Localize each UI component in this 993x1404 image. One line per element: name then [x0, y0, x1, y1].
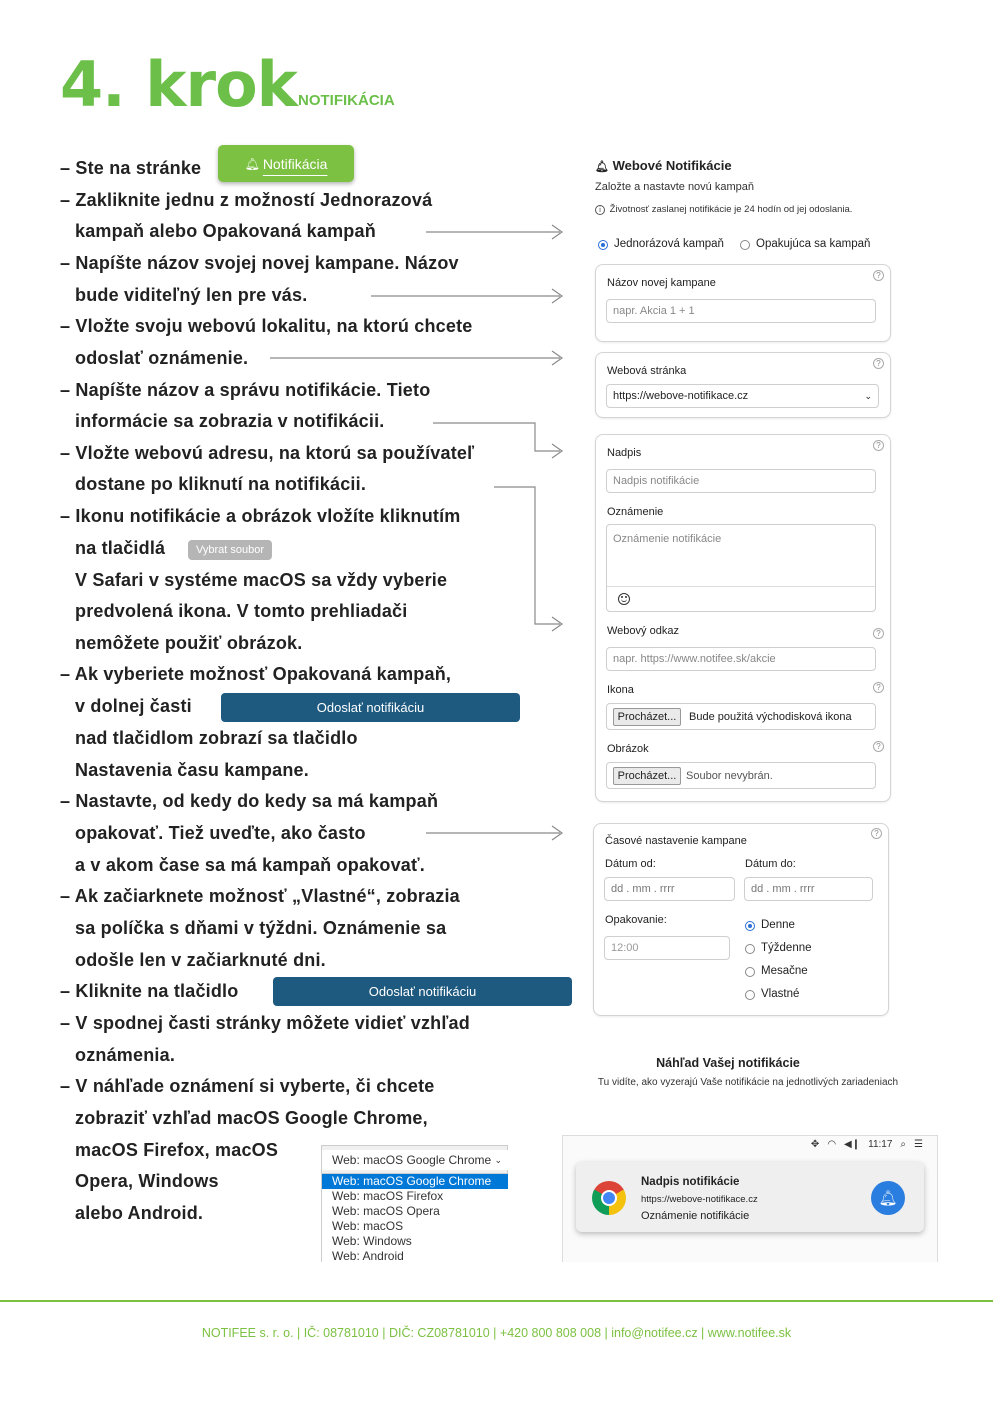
date-to-input[interactable]: dd . mm . rrrr [744, 877, 873, 901]
help-icon[interactable]: ? [871, 828, 882, 839]
instruction-line: – Napíšte názov svojej novej kampane. Názov [60, 253, 459, 273]
date-to-label: Dátum do: [745, 858, 796, 870]
campaign-name-input[interactable]: napr. Akcia 1 + 1 [606, 299, 876, 323]
repeat-option-radio[interactable] [745, 990, 755, 1000]
image-browse-button[interactable]: Procházet... [613, 767, 681, 785]
search-icon: ⌕ [900, 1138, 907, 1150]
icon-file-input [606, 703, 876, 730]
instruction-line: oznámenia. [75, 1045, 176, 1065]
bell-icon: 🔔︎ [244, 156, 260, 171]
image-label: Obrázok [607, 743, 649, 755]
repeat-option-radio[interactable] [745, 944, 755, 954]
arrow-line [426, 826, 562, 840]
instruction-line: – Zakliknite jednu z možností Jednorazová [60, 190, 433, 210]
info-icon: i [595, 205, 605, 215]
dropdown-option[interactable]: Web: macOS Firefox [332, 1189, 444, 1203]
page-title: 4. krok [60, 48, 297, 121]
message-textarea[interactable] [606, 524, 876, 612]
radio-single-campaign[interactable] [598, 240, 608, 250]
radio-repeat-campaign[interactable] [740, 240, 750, 250]
vybrat-soubor-button[interactable]: Vybrat soubor [188, 540, 272, 560]
title-label: Nadpis [607, 447, 642, 459]
instruction-line: odošle len v začiarknuté dni. [75, 950, 326, 970]
form-title-row [595, 158, 732, 173]
dropdown-option[interactable]: Web: Windows [332, 1234, 412, 1248]
volume-icon: ◀❙ [844, 1138, 861, 1150]
radio-repeat-label: Opakujúca sa kampaň [756, 238, 871, 250]
form-subtitle: Založte a nastavte novú kampaň [595, 181, 754, 193]
instruction-line: V Safari v systéme macOS sa vždy vyberie [75, 570, 448, 590]
dropdown-option[interactable]: Web: Android [332, 1249, 404, 1263]
footer-divider [0, 1300, 993, 1302]
info-text: Životnosť zaslanej notifikácie je 24 hodín od jej odoslania. [609, 204, 853, 215]
wifi-icon: ◠ [827, 1138, 837, 1150]
website-select[interactable] [606, 384, 879, 408]
chevron-down-icon: ⌄ [864, 390, 872, 401]
image-file-status: Soubor nevybrán. [686, 769, 773, 782]
message-placeholder: Oznámenie notifikácie [613, 533, 722, 545]
clock-text: 11:17 [868, 1138, 893, 1150]
notification-preview[interactable] [576, 1162, 924, 1232]
link-label: Webový odkaz [607, 625, 679, 637]
instruction-line: – Ste na stránke [60, 158, 202, 178]
chrome-icon [592, 1181, 626, 1215]
message-label: Oznámenie [607, 506, 664, 518]
preview-desktop [562, 1135, 938, 1262]
preview-selector-list [322, 1173, 508, 1263]
odoslat-notifikaciu-button[interactable]: Odoslať notifikáciu [221, 693, 520, 722]
bell-icon: 🔔︎ [871, 1181, 905, 1215]
instruction-line: – Napíšte názov a správu notifikácie. Tieto [60, 380, 431, 400]
instruction-line: zobraziť vzhľad macOS Google Chrome, [75, 1108, 428, 1128]
bell-icon: 🔔︎ [595, 161, 609, 173]
instruction-line: v dolnej časti [75, 696, 192, 716]
instruction-line: bude viditeľný len pre vás. [75, 285, 308, 305]
icon-label: Ikona [607, 684, 634, 696]
instruction-line: – Ak vyberiete možnosť Opakovaná kampaň, [60, 664, 452, 684]
preview-subtitle: Tu vidíte, ako vyzerajú Vaše notifikácie na jednotlivých zariadeniach [597, 1077, 899, 1088]
campaign-name-label: Názov novej kampane [607, 277, 716, 289]
textarea-divider [607, 586, 875, 587]
instruction-line: sa políčka s dňami v týždni. Oznámenie sa [75, 918, 447, 938]
notification-title: Nadpis notifikácie [641, 1176, 740, 1188]
instruction-line: a v akom čase sa má kampaň opakovať. [75, 855, 426, 875]
instruction-line: nemôžete použiť obrázok. [75, 633, 303, 653]
instruction-line: – V náhľade oznámení si vyberte, či chcete [60, 1076, 435, 1096]
info-row [595, 204, 852, 215]
help-icon[interactable]: ? [873, 628, 884, 639]
help-icon[interactable]: ? [873, 741, 884, 752]
arrow-line [494, 487, 562, 631]
menu-icon: ☰ [914, 1138, 923, 1150]
chevron-down-icon: ⌄ [494, 1154, 502, 1165]
instruction-line: – Vložte webovú adresu, na ktorú sa používateľ [60, 443, 475, 463]
icon-file-status: Bude použitá východisková ikona [689, 710, 852, 723]
repeat-option-label: Týždenne [761, 942, 812, 954]
radio-single-label: Jednorázová kampaň [614, 238, 724, 250]
time-input[interactable]: 12:00 [604, 936, 730, 960]
instruction-line: Nastavenia času kampane. [75, 760, 309, 780]
instruction-line: – V spodnej časti stránky môžete vidieť vzhľad [60, 1013, 470, 1033]
notifikacia-button-label: Notifikácia [262, 155, 328, 172]
instruction-line: kampaň alebo Opakovaná kampaň [75, 221, 376, 241]
arrow-line [371, 289, 562, 303]
instruction-line: – Ak začiarknete možnosť „Vlastné“, zobrazia [60, 886, 460, 906]
instruction-line: odoslať oznámenie. [75, 348, 249, 368]
website-select-value: https://webove-notifikace.cz [613, 390, 749, 402]
preview-selector-value: Web: macOS Google Chrome [332, 1153, 492, 1167]
odoslat-notifikaciu-button[interactable]: Odoslať notifikáciu [273, 977, 572, 1006]
instruction-line: – Kliknite na tlačidlo [60, 981, 239, 1001]
instruction-line: opakovať. Tiež uveďte, ako často [75, 823, 366, 843]
instruction-line: predvolená ikona. V tomto prehliadači [75, 601, 408, 621]
preview-selector-header[interactable] [322, 1150, 508, 1170]
arrow-line [426, 225, 562, 239]
instruction-line: – Vložte svoju webovú lokalitu, na ktorú chcete [60, 316, 473, 336]
repeat-label: Opakovanie: [605, 914, 667, 926]
dropdown-option[interactable]: Web: macOS [332, 1219, 404, 1233]
notification-url: https://webove-notifikace.cz [641, 1194, 758, 1205]
instruction-line: Opera, Windows [75, 1171, 219, 1191]
instruction-line: na tlačidlá [75, 538, 166, 558]
schedule-title: Časové nastavenie kampane [605, 835, 747, 847]
extension-icon: ✥ [810, 1138, 820, 1150]
footer-text: NOTIFEE s. r. o. | IČ: 08781010 | DIČ: CZ08781010 | +420 800 808 008 | info@notifee.cz | www.notifee.sk [201, 1326, 792, 1340]
instruction-line: macOS Firefox, macOS [75, 1140, 279, 1160]
help-icon[interactable]: ? [873, 440, 884, 451]
website-label: Webová stránka [607, 365, 687, 377]
help-icon[interactable]: ? [873, 682, 884, 693]
emoji-icon[interactable] [618, 593, 630, 605]
title-input[interactable]: Nadpis notifikácie [606, 469, 876, 493]
page-subtitle: NOTIFIKÁCIA [298, 92, 395, 109]
instruction-line: dostane po kliknutí na notifikácii. [75, 474, 367, 494]
instruction-line: nad tlačidlom zobrazí sa tlačidlo [75, 728, 358, 748]
instruction-line: alebo Android. [75, 1203, 204, 1223]
instruction-line: informácie sa zobrazia v notifikácii. [75, 411, 385, 431]
link-input[interactable]: napr. https://www.notifee.sk/akcie [606, 647, 876, 671]
instruction-line: – Ikonu notifikácie a obrázok vložíte kliknutím [60, 506, 461, 526]
dropdown-option[interactable]: Web: macOS Google Chrome [322, 1174, 508, 1189]
repeat-option-radio[interactable] [745, 921, 755, 931]
repeat-option-label: Denne [761, 919, 795, 931]
arrow-line [270, 351, 562, 365]
instruction-line: – Nastavte, od kedy do kedy sa má kampaň [60, 791, 439, 811]
preview-title: Náhľad Vašej notifikácie [656, 1056, 800, 1070]
notifikacia-button[interactable] [218, 145, 354, 182]
notification-message: Oznámenie notifikácie [641, 1210, 750, 1222]
repeat-option-label: Vlastné [761, 988, 800, 1000]
preview-selector[interactable] [321, 1145, 508, 1262]
dropdown-option[interactable]: Web: macOS Opera [332, 1204, 440, 1218]
date-from-label: Dátum od: [605, 858, 656, 870]
menu-bar [811, 1136, 923, 1152]
image-file-input [606, 762, 876, 789]
repeat-option-label: Mesačne [761, 965, 808, 977]
date-from-input[interactable]: dd . mm . rrrr [604, 877, 735, 901]
help-icon[interactable]: ? [873, 270, 884, 281]
icon-browse-button[interactable]: Procházet... [613, 708, 681, 726]
help-icon[interactable]: ? [873, 358, 884, 369]
repeat-option-radio[interactable] [745, 967, 755, 977]
form-title: Webové Notifikácie [612, 158, 732, 173]
